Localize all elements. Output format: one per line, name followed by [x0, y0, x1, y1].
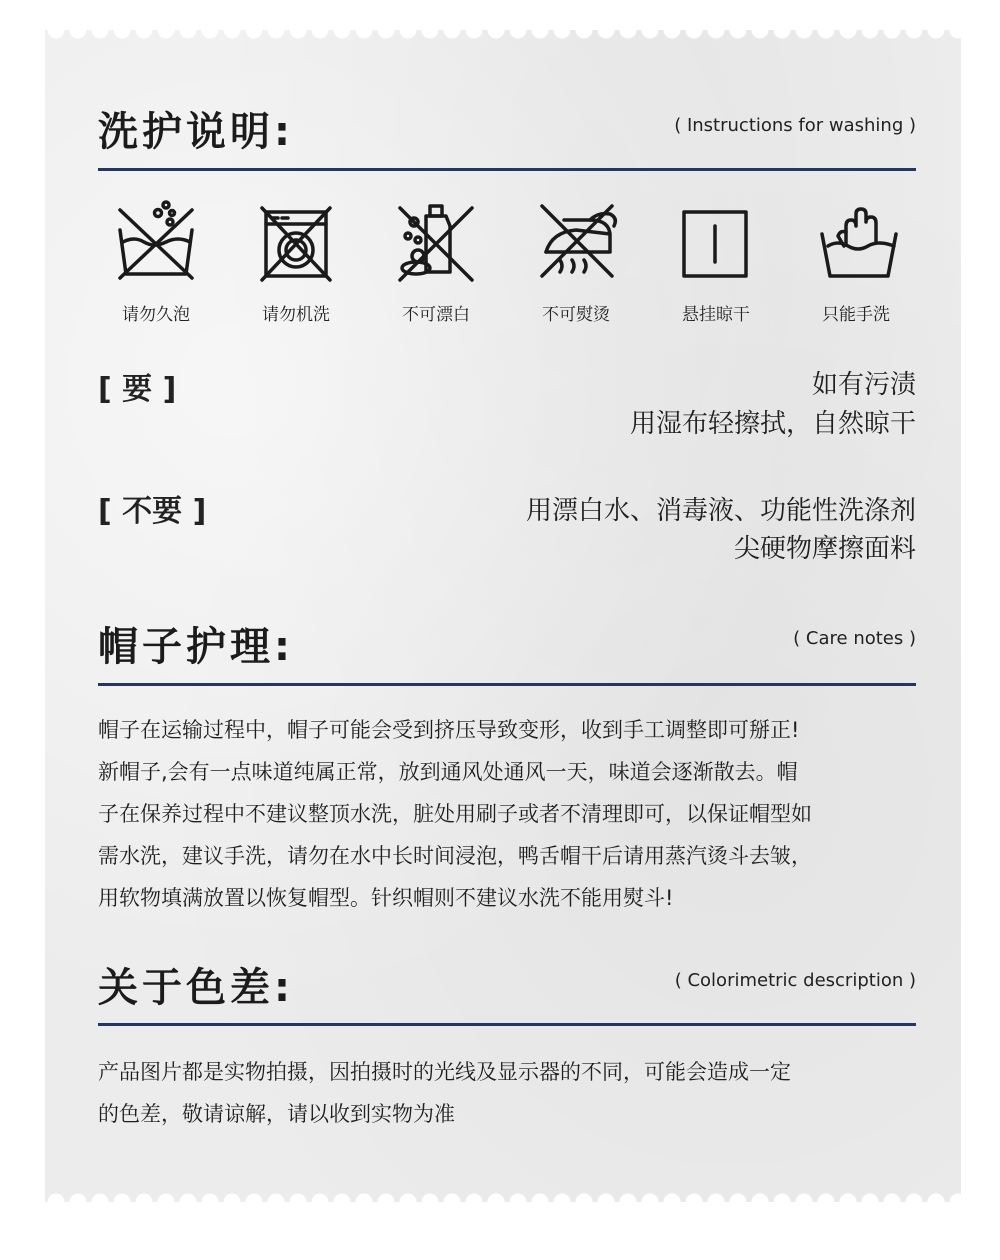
care-line: 用软物填满放置以恢复帽型。针织帽则不建议水洗不能用熨斗! [98, 886, 674, 910]
washing-subtitle: ( Instructions for washing ) [674, 115, 916, 136]
no-machine-wash-icon [254, 198, 338, 282]
color-paragraph [98, 1051, 923, 1135]
color-subtitle: ( Colorimetric description ) [674, 970, 916, 991]
dont-line: 尖硬物摩擦面料 [733, 534, 916, 564]
care-line: 新帽子,会有一点味道纯属正常，放到通风处通风一天，味道会逐渐散去。帽 [98, 760, 798, 784]
no-machine-wash-label: 请勿机洗 [262, 305, 330, 325]
no-soak-icon [114, 198, 198, 282]
care-subtitle: ( Care notes ) [793, 628, 916, 649]
color-line: 产品图片都是实物拍摄，因拍摄时的光线及显示器的不同，可能会造成一定 [98, 1060, 791, 1084]
do-line: 用湿布轻擦拭，自然晾干 [629, 409, 916, 439]
dont-tag: [ 不要 ] [98, 494, 207, 529]
care-line: 帽子在运输过程中，帽子可能会受到挤压导致变形，收到手工调整即可掰正! [98, 718, 800, 742]
care-title: 帽子护理: [98, 624, 294, 670]
hand-wash-icon [816, 198, 900, 282]
color-line: 的色差，敬请谅解，请以收到实物为准 [98, 1102, 455, 1126]
washing-title: 洗护说明: [98, 109, 294, 155]
do-line: 如有污渍 [811, 370, 916, 400]
care-divider [98, 683, 916, 686]
hand-wash-label: 只能手洗 [822, 305, 890, 325]
color-title: 关于色差: [98, 965, 294, 1011]
care-line: 子在保养过程中不建议整顶水洗，脏处用刷子或者不清理即可，以保证帽型如 [98, 802, 812, 826]
dont-line: 用漂白水、消毒液、功能性洗涤剂 [525, 496, 916, 526]
perforated-top-edge [45, 30, 961, 44]
no-bleach-icon [394, 198, 478, 282]
no-bleach-label: 不可漂白 [402, 305, 470, 325]
hang-dry-icon [674, 198, 758, 282]
perforated-bottom-edge [45, 1188, 961, 1202]
care-paragraph [98, 709, 923, 919]
no-iron-label: 不可熨烫 [542, 305, 610, 325]
color-divider [98, 1023, 916, 1026]
do-tag: [ 要 ] [98, 372, 177, 407]
care-line: 需水洗，建议手洗，请勿在水中长时间浸泡，鸭舌帽干后请用蒸汽烫斗去皱， [98, 844, 812, 868]
no-soak-label: 请勿久泡 [122, 305, 190, 325]
hang-dry-label: 悬挂晾干 [682, 305, 750, 325]
no-iron-icon [536, 198, 620, 282]
washing-divider [98, 168, 916, 171]
